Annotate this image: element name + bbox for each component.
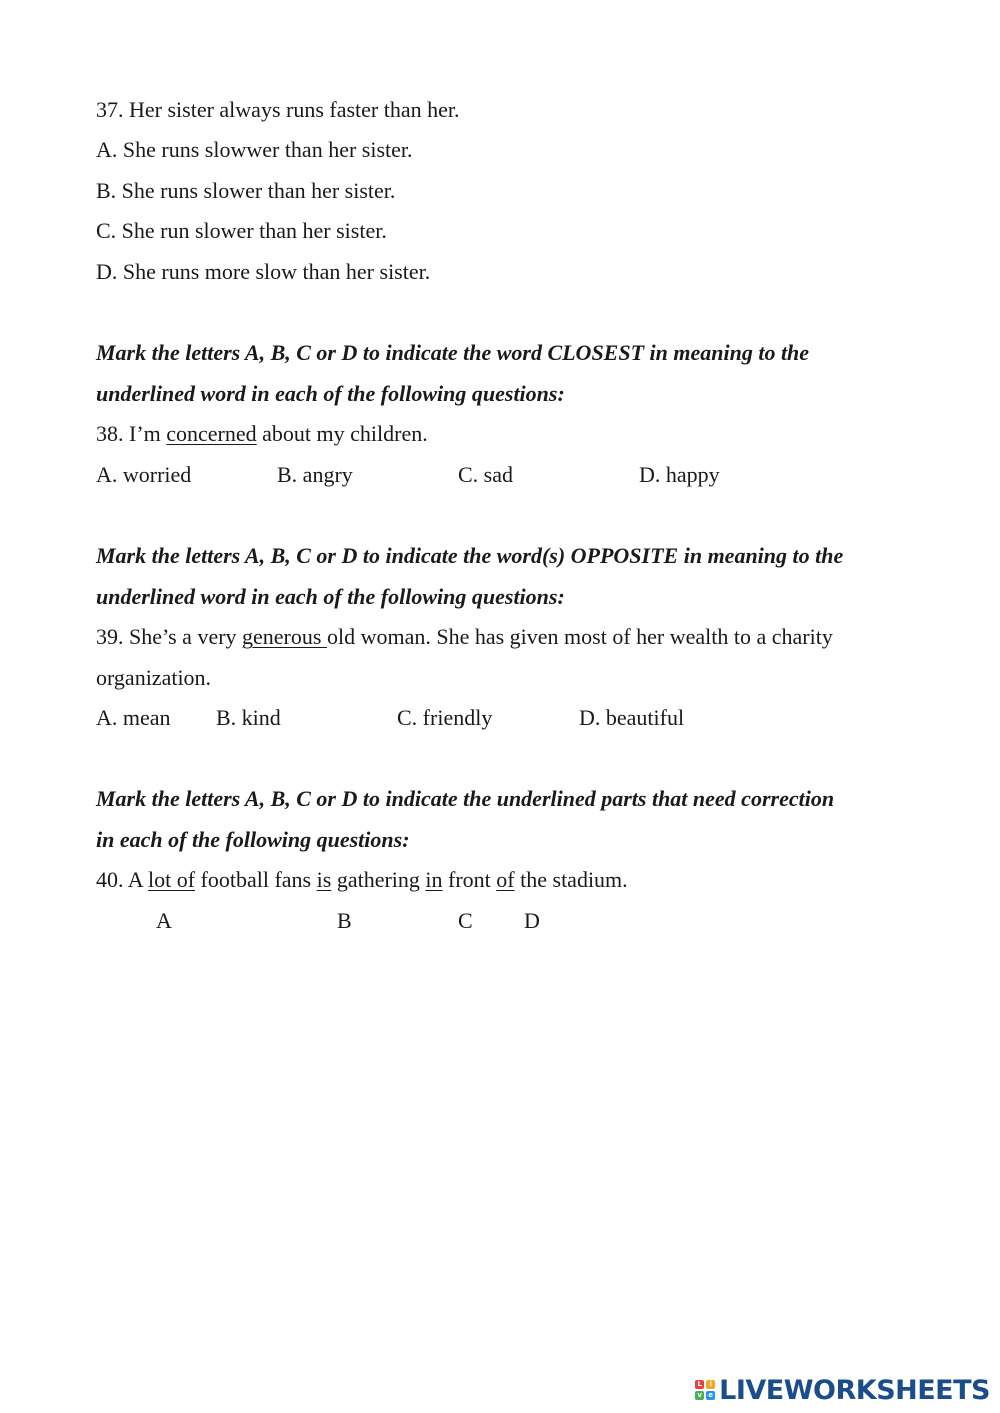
brand-wordmark: LIVEWORKSHEETS	[719, 1374, 990, 1406]
question-37-option-b[interactable]: B. She runs slower than her sister.	[96, 178, 396, 203]
question-40-part-c[interactable]: in	[425, 867, 443, 892]
liveworksheets-brand	[695, 1375, 990, 1405]
instruction-correction-line2: in each of the following questions:	[96, 827, 410, 852]
question-40-marker-d: D	[524, 908, 540, 933]
question-39-stem-line2: organization.	[96, 665, 212, 690]
question-38-option-d[interactable]: D. happy	[639, 462, 720, 487]
instruction-closest-line2: underlined word in each of the following questions:	[96, 381, 565, 406]
question-40-text: the stadium.	[514, 867, 628, 892]
liveworksheets-logo-icon	[695, 1380, 715, 1400]
question-39-option-a[interactable]: A. mean	[96, 705, 171, 730]
question-39-stem-pre: 39. She’s a very	[96, 624, 243, 649]
question-38-stem-post: about my children.	[256, 421, 428, 446]
question-38-option-a[interactable]: A. worried	[96, 462, 192, 487]
question-40-text: 40. A	[96, 867, 148, 892]
question-39-option-b[interactable]: B. kind	[216, 705, 281, 730]
question-39-stem-post: old woman. She has given most of her wealth to a charity	[326, 624, 833, 649]
question-38-underlined-word: concerned	[166, 421, 257, 446]
instruction-correction-line1: Mark the letters A, B, C or D to indicate the underlined parts that need correction	[96, 786, 835, 811]
question-38-stem-pre: 38. I’m	[96, 421, 167, 446]
logo-tile: v	[695, 1391, 704, 1400]
question-37-stem: 37. Her sister always runs faster than her.	[96, 97, 460, 122]
question-39-option-d[interactable]: D. beautiful	[579, 705, 685, 730]
question-37-option-c[interactable]: C. She run slower than her sister.	[96, 218, 387, 243]
question-40-part-b[interactable]: is	[316, 867, 332, 892]
question-40-marker-b: B	[337, 908, 352, 933]
question-40-sentence	[96, 867, 628, 893]
question-37-option-d[interactable]: D. She runs more slow than her sister.	[96, 259, 431, 284]
question-40-text: football fans	[195, 867, 317, 892]
question-40-part-d[interactable]: of	[496, 867, 515, 892]
instruction-opposite-line2: underlined word in each of the following questions:	[96, 584, 565, 609]
question-40-text: front	[442, 867, 497, 892]
question-40-text: gathering	[331, 867, 426, 892]
question-38-option-b[interactable]: B. angry	[277, 462, 353, 487]
logo-tile: e	[706, 1391, 715, 1400]
instruction-closest-line1: Mark the letters A, B, C or D to indicate the word CLOSEST in meaning to the	[96, 340, 810, 365]
question-40-part-a[interactable]: lot of	[147, 867, 196, 892]
instruction-opposite-line1: Mark the letters A, B, C or D to indicate the word(s) OPPOSITE in meaning to the	[96, 543, 844, 568]
logo-tile: i	[706, 1380, 715, 1389]
question-39-option-c[interactable]: C. friendly	[397, 705, 493, 730]
question-37-option-a[interactable]: A. She runs slowwer than her sister.	[96, 137, 413, 162]
logo-tile: L	[695, 1380, 704, 1389]
question-40-marker-c: C	[458, 908, 473, 933]
question-40-marker-a: A	[156, 908, 172, 933]
question-39-underlined-word: generous	[242, 624, 327, 649]
question-38-stem	[96, 421, 428, 447]
question-39-stem	[96, 624, 833, 650]
question-38-option-c[interactable]: C. sad	[458, 462, 513, 487]
